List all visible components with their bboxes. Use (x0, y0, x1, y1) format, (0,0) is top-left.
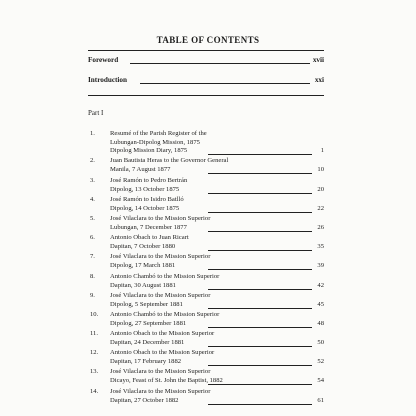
toc-introduction-label: Introduction (88, 76, 128, 84)
toc-entry-page: 42 (317, 281, 324, 289)
title-rule-bottom (88, 95, 324, 96)
toc-entry-number: 13. (90, 368, 99, 375)
toc-entry-place-date: Dicayo, Feast of St. John the Baptist, 1882 (110, 376, 223, 384)
toc-entry-title-line: Antonio Obach to the Mission Superior (110, 330, 215, 337)
toc-introduction-row[interactable] (88, 75, 324, 85)
toc-entry-title-line: José Ramón to Pedro Bertrán (110, 177, 188, 184)
leader-line (140, 83, 310, 84)
leader-line (208, 308, 312, 309)
leader-line (208, 173, 312, 174)
toc-entry-title-line: José Vilaclara to the Mission Superior (110, 253, 211, 260)
toc-entry-title-line: Lubungan-Dipolog Mission, 1875 (110, 138, 200, 146)
toc-entry-page: 35 (317, 242, 324, 250)
leader-line (208, 365, 312, 366)
toc-entry-place-date: Dapitan, 27 October 1882 (110, 396, 179, 404)
toc-entry-place-date: Dipolog, 17 March 1881 (110, 261, 176, 269)
toc-entry-title-line: Antonio Obach to the Mission Superior (110, 349, 215, 356)
toc-entry-number: 14. (90, 388, 99, 395)
toc-entry-number: 10. (90, 311, 99, 318)
leader-line (208, 384, 312, 385)
toc-entry-title-line: Juan Bautista Heras to the Governor General (110, 157, 229, 164)
toc-entry-place-date: Dipolog, 5 September 1881 (110, 300, 183, 308)
toc-entry-page: 39 (317, 261, 324, 269)
toc-entry-place-date: Lubungan, 7 December 1877 (110, 223, 187, 231)
toc-entry-number: 8. (90, 273, 95, 280)
toc-entry-place-date: Dapitan, 30 August 1881 (110, 281, 176, 289)
toc-entry-number: 3. (90, 177, 95, 184)
toc-entry-number: 1. (90, 130, 95, 137)
toc-entry-place-date: Dipolog, 13 October 1875 (110, 185, 180, 193)
toc-entry-title-line: Antonio Chambó to the Mission Superior (110, 311, 220, 318)
toc-entry-page: 54 (317, 376, 324, 384)
toc-entry-place-date: Dipolog Mission Diary, 1875 (110, 147, 188, 155)
toc-introduction-page: xxi (314, 76, 324, 84)
leader-line (208, 154, 312, 155)
part-heading: Part I (88, 109, 104, 117)
toc-entry-number: 12. (90, 349, 99, 356)
toc-entry-title-line: José Vilaclara to the Mission Superior (110, 368, 211, 375)
toc-entry-page: 26 (317, 223, 324, 231)
leader-line (130, 63, 310, 64)
toc-foreword-row[interactable] (88, 55, 324, 65)
toc-entry-place-date: Manila, 7 August 1877 (110, 165, 171, 173)
toc-entry-title-line: José Vilaclara to the Mission Superior (110, 215, 211, 222)
toc-entry-place-date: Dapitan, 24 December 1881 (110, 338, 185, 346)
toc-entry-page: 20 (317, 185, 324, 193)
toc-entry-place-date: Dapitan, 7 October 1880 (110, 242, 176, 250)
toc-entry-page: 50 (317, 338, 324, 346)
toc-entry-page: 22 (317, 204, 324, 212)
toc-entry-number: 9. (90, 292, 95, 299)
toc-entry-number: 4. (90, 196, 95, 203)
leader-line (208, 231, 312, 232)
toc-entry-page: 45 (317, 300, 324, 308)
toc-entry-page: 61 (317, 396, 324, 404)
toc-entry-title-line: Resumé of the Parish Register of the (110, 130, 207, 137)
toc-entry-place-date: Dipolog, 27 September 1881 (110, 319, 187, 327)
leader-line (208, 193, 312, 194)
toc-foreword-label: Foreword (88, 56, 119, 64)
leader-line (208, 289, 312, 290)
toc-entry-page: 10 (317, 165, 324, 173)
toc-entry-place-date: Dipolog, 14 October 1875 (110, 204, 180, 212)
leader-line (208, 269, 312, 270)
leader-line (208, 250, 312, 251)
toc-entry-title (110, 130, 310, 156)
leader-line (208, 327, 312, 328)
title-rule-top (88, 50, 324, 51)
toc-entry-number: 5. (90, 215, 95, 222)
toc-entry-title-line: Antonio Obach to Juan Ricart (110, 234, 189, 241)
toc-title: TABLE OF CONTENTS (156, 35, 260, 45)
toc-entry-place-date: Dapitan, 17 February 1882 (110, 357, 182, 365)
leader-line (208, 212, 312, 213)
toc-entry-number: 11. (90, 330, 98, 337)
toc-entry-title-line: José Vilaclara to the Mission Superior (110, 388, 211, 395)
toc-entry-number: 7. (90, 253, 95, 260)
leader-line (208, 346, 312, 347)
toc-entry-page: 1 (320, 147, 324, 155)
leader-line (208, 404, 312, 405)
toc-entry-title-line: José Ramón to Isidro Batlló (110, 196, 184, 203)
toc-entry-number: 6. (90, 234, 95, 241)
toc-entry-title-line: Antonio Chambó to the Mission Superior (110, 273, 220, 280)
toc-entry-page: 52 (317, 357, 324, 365)
toc-entry-title-line: José Vilaclara to the Mission Superior (110, 292, 211, 299)
toc-entry-number: 2. (90, 157, 95, 164)
toc-entry-page: 48 (317, 319, 324, 327)
toc-foreword-page: xvii (312, 56, 324, 64)
